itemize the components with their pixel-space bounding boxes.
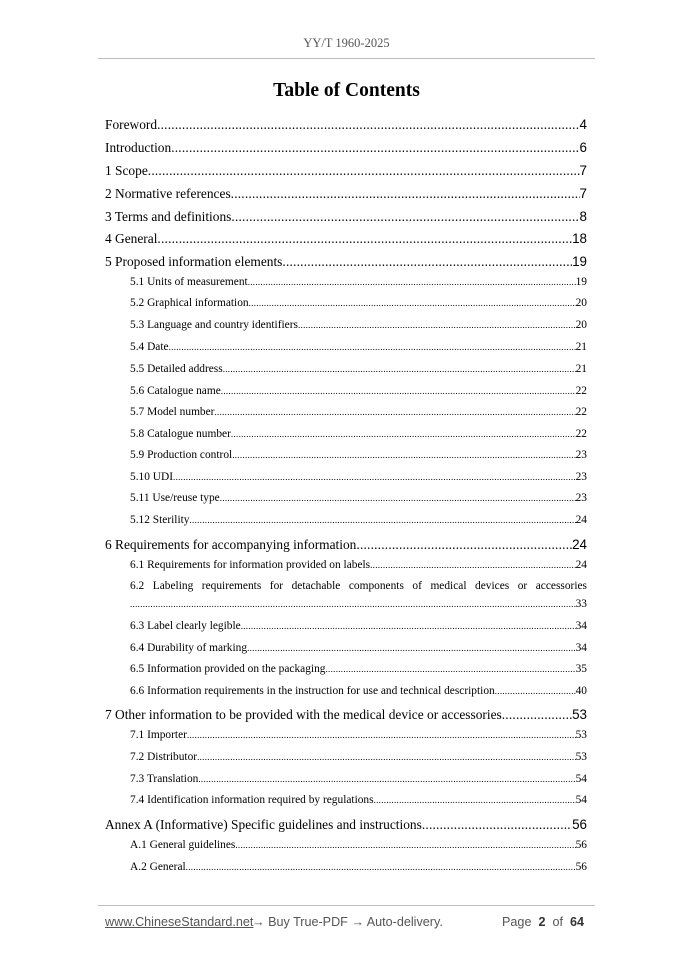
toc-entry-page: 7 <box>579 163 587 178</box>
footer-divider <box>98 905 595 906</box>
toc-entry-label: 5.7 Model number <box>130 406 215 418</box>
toc-entry-page: 34 <box>575 620 587 632</box>
page-word: Page <box>502 915 532 929</box>
toc-entry-page: 34 <box>575 642 587 654</box>
toc-entry[interactable] <box>105 254 587 274</box>
toc-entry-page: 40 <box>575 685 587 697</box>
toc-entry-page: 8 <box>579 209 587 224</box>
page-title: Table of Contents <box>273 80 420 101</box>
toc-entry[interactable] <box>130 406 587 424</box>
toc-entry[interactable] <box>105 163 587 183</box>
toc-entry[interactable] <box>130 620 587 638</box>
dot-leader <box>169 342 576 352</box>
toc-entry-label: 6.5 Information provided on the packaging <box>130 663 326 675</box>
toc-entry[interactable] <box>130 276 587 294</box>
toc-entry-label-text: 6.2 Labeling requirements for detachable components of medical devices or accessories <box>130 580 587 592</box>
dot-leader <box>231 209 579 225</box>
toc-entry-label: 5.8 Catalogue number <box>130 428 231 440</box>
dot-leader <box>198 774 575 784</box>
page-indicator <box>502 915 584 929</box>
toc-entry-page: 21 <box>575 341 587 353</box>
toc-entry-page: 56 <box>572 817 587 832</box>
toc-entry-label: 5.11 Use/reuse type <box>130 492 220 504</box>
toc-entry-page: 22 <box>575 428 587 440</box>
toc-entry-page: 53 <box>575 751 587 763</box>
toc-entry-page: 23 <box>575 471 587 483</box>
toc-entry-label: 7.4 Identification information required by regulations <box>130 794 374 806</box>
toc-entry-page: 24 <box>572 537 587 552</box>
toc-entry[interactable] <box>130 642 587 660</box>
toc-entry-label: A.2 General <box>130 861 186 873</box>
toc-entry-page: 20 <box>575 297 587 309</box>
dot-leader <box>241 621 576 631</box>
toc-entry[interactable] <box>105 140 587 160</box>
toc-entry[interactable] <box>130 751 587 769</box>
dot-leader <box>502 707 572 723</box>
dot-leader <box>220 493 576 503</box>
dot-leader <box>298 320 576 330</box>
toc-entry-label: 7 Other information to be provided with the medical device or accessories <box>105 707 502 722</box>
footer-promo-text: → Buy True-PDF → Auto-delivery. <box>252 915 443 929</box>
toc-entry-label: 5.4 Date <box>130 341 169 353</box>
toc-entry[interactable] <box>130 773 587 791</box>
toc-entry-page: 53 <box>575 729 587 741</box>
toc-entry-label: 7.3 Translation <box>130 773 199 785</box>
toc-entry-label: 7.2 Distributor <box>130 751 198 763</box>
toc-entry-label: 1 Scope <box>105 163 148 178</box>
toc-entry-page: 23 <box>575 449 587 461</box>
toc-entry[interactable] <box>130 861 587 879</box>
page-total: 64 <box>569 915 584 929</box>
page-of-word: of <box>552 915 563 929</box>
toc-entry-page: 24 <box>575 559 587 571</box>
toc-entry-label: 5.9 Production control <box>130 449 233 461</box>
dot-leader <box>231 429 576 439</box>
toc-entry-label: 6.1 Requirements for information provided on labels <box>130 559 371 571</box>
toc-entry[interactable] <box>130 385 587 403</box>
toc-entry-page: 19 <box>575 276 587 288</box>
dot-leader <box>189 515 575 525</box>
dot-leader <box>197 752 576 762</box>
toc-entry[interactable] <box>105 209 587 229</box>
dot-leader <box>422 817 572 833</box>
toc-entry-label: 5.5 Detailed address <box>130 363 223 375</box>
dot-leader <box>232 450 575 460</box>
dot-leader <box>214 407 575 417</box>
toc-entry-label: 5.3 Language and country identifiers <box>130 319 298 331</box>
toc-entry-label: 5 Proposed information elements <box>105 254 283 269</box>
toc-entry-page: 24 <box>575 514 587 526</box>
toc-entry-page: 6 <box>579 140 587 155</box>
toc-entry-label: 6.4 Durability of marking <box>130 642 248 654</box>
dot-leader <box>231 186 580 202</box>
toc-entry[interactable] <box>105 231 587 251</box>
document-header: YY/T 1960-2025 <box>303 36 390 50</box>
toc-entry-page: 54 <box>575 773 587 785</box>
toc-entry-label: 6.6 Information requirements in the instruction for use and technical description <box>130 685 495 697</box>
toc-entry[interactable] <box>130 471 587 489</box>
toc-entry-page: 56 <box>575 839 587 851</box>
toc-entry[interactable] <box>130 839 587 857</box>
toc-entry-page: 20 <box>575 319 587 331</box>
header-divider <box>98 58 595 59</box>
toc-entry-label: Introduction <box>105 140 172 155</box>
toc-entry-page: 53 <box>572 707 587 722</box>
toc-entry-label: Foreword <box>105 117 158 132</box>
dot-leader <box>157 231 572 247</box>
toc-entry-page: 7 <box>579 186 587 201</box>
toc-entry-label: 5.12 Sterility <box>130 514 190 526</box>
dot-leader <box>282 254 572 270</box>
dot-leader <box>495 686 576 696</box>
toc-entry[interactable] <box>130 363 587 381</box>
toc-entry[interactable] <box>105 186 587 206</box>
toc-entry-label: 5.10 UDI <box>130 471 174 483</box>
toc-entry-page: 21 <box>575 363 587 375</box>
toc-entry[interactable] <box>130 492 587 510</box>
dot-leader <box>326 664 576 674</box>
toc-entry-page: 22 <box>575 385 587 397</box>
dot-leader <box>173 472 576 482</box>
toc-entry[interactable] <box>130 514 587 532</box>
footer-site-link[interactable]: www.ChineseStandard.net <box>105 915 254 929</box>
dot-leader <box>247 643 576 653</box>
toc-entry[interactable] <box>130 319 587 337</box>
dot-leader <box>187 730 576 740</box>
toc-entry-label: 3 Terms and definitions <box>105 209 232 224</box>
dot-leader <box>374 795 576 805</box>
toc-entry[interactable] <box>105 117 587 137</box>
toc-entry-label: 5.1 Units of measurement <box>130 276 248 288</box>
toc-entry-page: 18 <box>572 231 587 246</box>
toc-entry-page: 56 <box>575 861 587 873</box>
toc-entry[interactable] <box>105 707 587 727</box>
toc-entry[interactable] <box>130 449 587 467</box>
toc-entry-page: 23 <box>575 492 587 504</box>
toc-entry-label: 5.6 Catalogue name <box>130 385 221 397</box>
toc-entry[interactable] <box>130 428 587 446</box>
toc-entry-label: 5.2 Graphical information <box>130 297 249 309</box>
toc-entry-label: 4 General <box>105 231 158 246</box>
toc-entry-label[interactable] <box>130 580 587 592</box>
dot-leader <box>130 599 576 609</box>
toc-entry[interactable] <box>130 559 587 577</box>
toc-entry[interactable] <box>130 598 587 616</box>
dot-leader <box>235 840 575 850</box>
dot-leader <box>221 386 576 396</box>
toc-entry-label: 7.1 Importer <box>130 729 187 741</box>
dot-leader <box>370 560 576 570</box>
dot-leader <box>171 140 579 156</box>
toc-entry-label: A.1 General guidelines <box>130 839 236 851</box>
toc-entry-label: 6.3 Label clearly legible <box>130 620 241 632</box>
toc-entry-page: 19 <box>572 254 587 269</box>
dot-leader <box>223 364 576 374</box>
toc-entry-page: 4 <box>579 117 587 132</box>
toc-entry-page: 33 <box>575 598 587 610</box>
toc-entry-label: Annex A (Informative) Specific guidelines and instructions <box>105 817 422 832</box>
dot-leader <box>157 117 579 133</box>
toc-entry-label: 2 Normative references <box>105 186 231 201</box>
toc-entry-page: 22 <box>575 406 587 418</box>
toc-entry-label: 6 Requirements for accompanying information <box>105 537 357 552</box>
toc-entry[interactable] <box>130 297 587 315</box>
page-footer <box>105 915 587 933</box>
toc-entry-page: 35 <box>575 663 587 675</box>
toc-entry[interactable] <box>105 537 587 557</box>
dot-leader <box>356 537 572 553</box>
toc-entry[interactable] <box>130 729 587 747</box>
toc-entry[interactable] <box>130 794 587 812</box>
dot-leader <box>148 163 580 179</box>
toc-entry[interactable] <box>105 817 587 837</box>
dot-leader <box>248 277 576 287</box>
dot-leader <box>249 298 576 308</box>
toc-entry[interactable] <box>130 341 587 359</box>
page-current: 2 <box>538 915 546 929</box>
toc-entry-page: 54 <box>575 794 587 806</box>
toc-entry[interactable] <box>130 685 587 703</box>
toc-entry[interactable] <box>130 663 587 681</box>
dot-leader <box>186 862 576 872</box>
